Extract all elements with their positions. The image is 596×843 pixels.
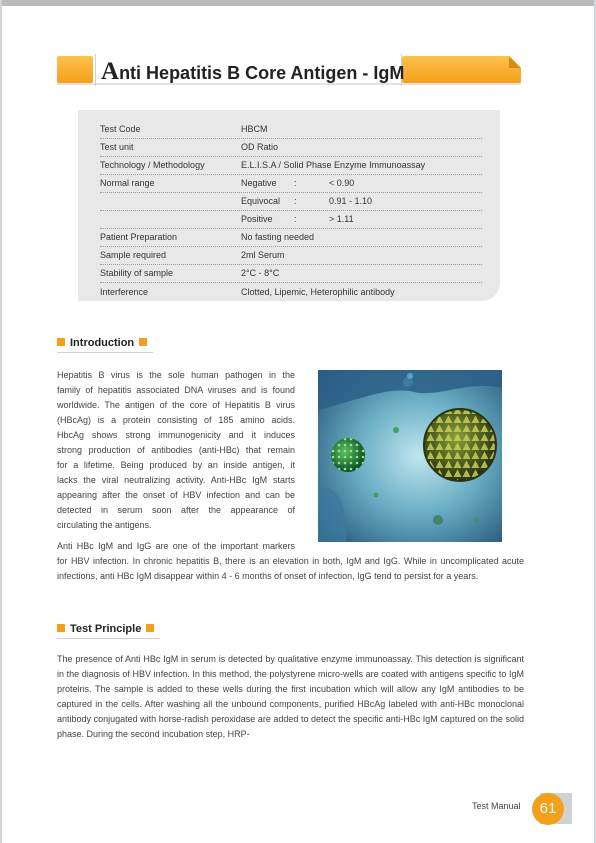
intro-line: strong production of antibodies (anti-HBc) that remain [57,445,295,455]
intro-line: Hepatitis B virus is the sole human pathogen in the [57,370,295,380]
orange-square-icon [57,624,65,632]
virus-illustration [318,370,502,542]
info-label: Test unit [100,142,134,152]
header-fold-shadow [509,56,521,68]
test-principle-heading-text: Test Principle [70,623,142,635]
range-value: 0.91 - 1.10 [329,196,373,206]
intro-line: for a lifetime. Being produced by an inside antigen, it [57,460,295,470]
info-value [241,196,372,206]
info-label: Stability of sample [100,268,174,278]
introduction-heading [57,337,147,349]
info-value: 2°C - 8°C [241,268,280,278]
page-left-border [0,0,2,843]
info-row-test-unit [100,138,482,157]
intro-line: HbcAg shows strong immunogenicity and it induces [57,430,295,440]
introduction-paragraph-2 [57,539,524,584]
intro-para2-first: Anti HBc IgM and IgG are one of the important markers [57,541,295,551]
info-label: Test Code [100,124,141,134]
intro-line: (HBcAg) is a protein consisting of 185 amino acids. [57,415,295,425]
info-value: HBCM [241,124,268,134]
info-row-patient-preparation [100,228,482,247]
page-title-rest: nti Hepatitis B Core Antigen - IgM [119,63,405,83]
info-row-methodology [100,156,482,175]
info-value [241,214,354,224]
info-value: Clotted, Lipemic, Heterophilic antibody [241,287,395,297]
intro-line: circulating the antigens. [57,520,152,530]
range-key: Equivocal [241,196,281,206]
intro-line: detected in serum soon after the appearance of [57,505,295,515]
info-row-equivocal [100,192,482,211]
page-title-initial: A [101,58,120,85]
intro-line: appearing after the onset of HBV infection and can be [57,490,295,500]
orange-square-icon [146,624,154,632]
intro-line: family of hepatitis associated DNA viruses and is found [57,385,295,395]
range-value: > 1.11 [329,214,354,224]
info-value: 2ml Serum [241,250,285,260]
info-value: OD Ratio [241,142,279,152]
introduction-heading-text: Introduction [70,337,135,349]
info-value: E.L.I.S.A / Solid Phase Enzyme Immunoassay [241,160,426,170]
info-value: No fasting needed [241,232,315,242]
info-label: Interference [100,287,149,297]
info-label: Technology / Methodology [100,160,205,170]
header-accent-left [57,56,93,83]
test-principle-paragraph: The presence of Anti HBc IgM in serum is detected by qualitative enzyme immunoassay. This detection is significant in the diagnosis of HBV infection. In this method, the polystyrene micro-wells are coated with antigens specific to IgM proteins. The sample is added to these wells during the first incubation which will allow any IgM antibodies to be captured in the cells. After washing all the unbound components, purified HBcAg labeled with anti-HBc monoclonal antibody conjugated with horse-radish peroxidase are added to detect the specific anti-HBc IgM captured on the solid phase. During the second incubation step, HRP- [57,654,524,739]
info-label: Patient Preparation [100,232,178,242]
footer-label: Test Manual [472,801,521,811]
orange-square-icon [139,338,147,346]
range-sep: : [294,178,297,188]
range-value: < 0.90 [329,178,355,188]
info-row-test-code [100,120,482,139]
info-row-positive [100,210,482,229]
test-principle-heading-underline [57,638,159,639]
info-row-interference [100,283,482,301]
page-title [101,58,404,86]
info-row-normal-range [100,174,482,193]
page-top-border [0,0,596,6]
intro-line: worldwide. The antigen of the core of Hepatitis B virus [57,400,295,410]
range-sep: : [294,196,297,206]
test-principle-heading [57,623,154,635]
page-number: 61 [532,793,564,825]
header-accent-right [402,56,521,83]
range-sep: : [294,214,297,224]
info-value [241,178,354,188]
range-key: Positive [241,214,273,224]
introduction-paragraph-1 [57,368,295,533]
info-row-sample-required [100,246,482,265]
orange-square-icon [57,338,65,346]
info-label: Sample required [100,250,167,260]
info-row-stability [100,264,482,283]
intro-line: lacks the viral neutralizing activity. Anti-HBc IgM starts [57,475,295,485]
intro-para2-rest: for HBV infection. In chronic hepatitis B, there is an elevation in both, IgM and IgG. While in uncomplicated acute infections, anti HBc IgM disappear within 4 - 6 months of onset of infection, IgG tend to persist for a years. [57,556,524,581]
info-label: Normal range [100,178,155,188]
introduction-heading-underline [57,352,153,353]
range-key: Negative [241,178,277,188]
